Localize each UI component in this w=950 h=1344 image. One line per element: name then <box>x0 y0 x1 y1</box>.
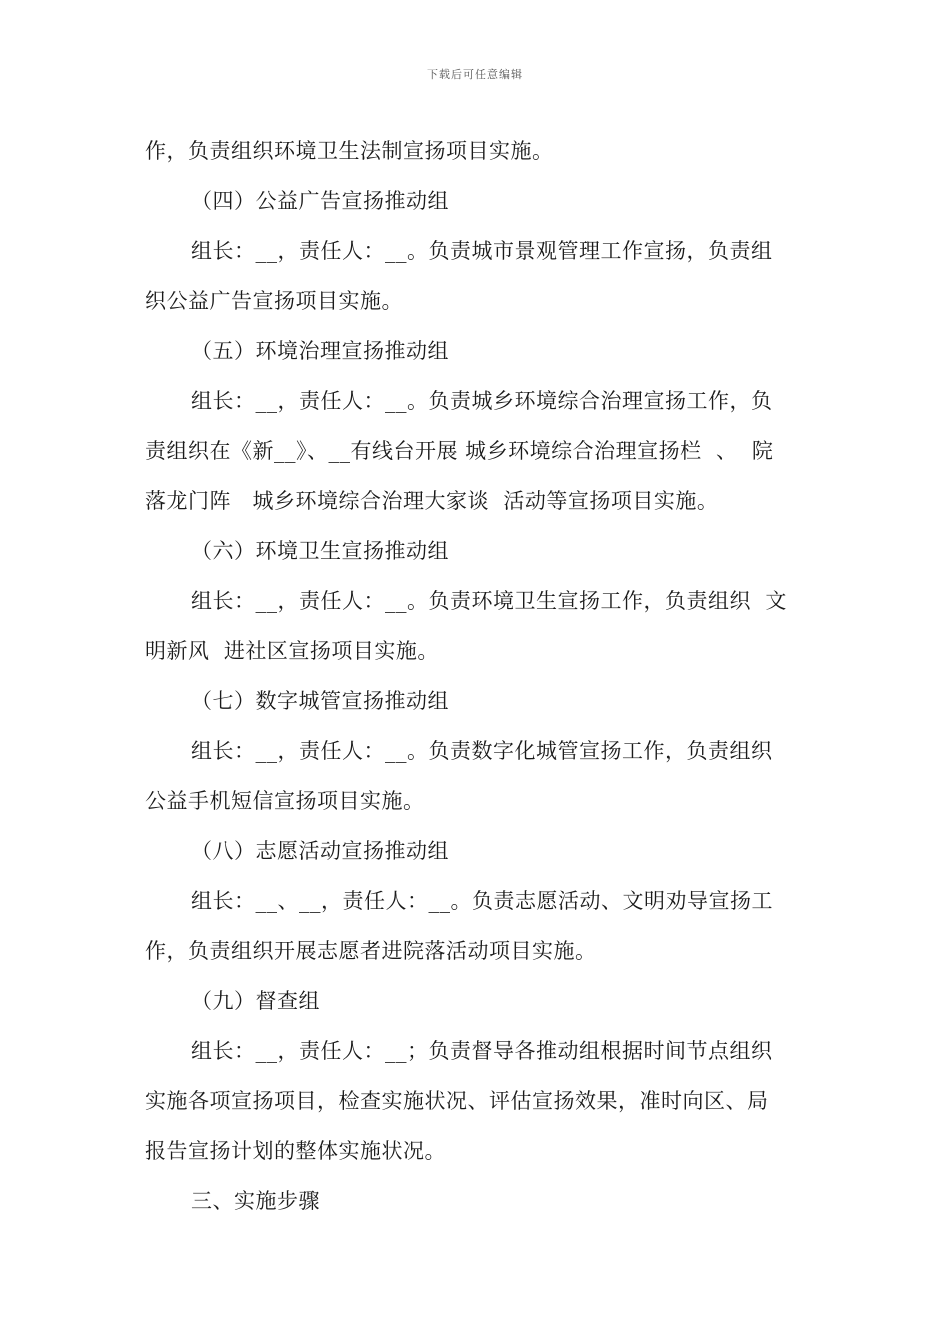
paragraph-line: 报告宣扬计划的整体实施状况。 <box>145 1139 446 1163</box>
section-heading: （七）数字城管宣扬推动组 <box>191 689 449 713</box>
paragraph-line: 组长：__、__，责任人：__。负责志愿活动、文明劝导宣扬工 <box>191 889 773 913</box>
section-heading: （四）公益广告宣扬推动组 <box>191 189 449 213</box>
paragraph-line: 组长：__，责任人：__。负责环境卫生宣扬工作，负责组织 文 <box>191 589 787 613</box>
page-header-note: 下载后可任意编辑 <box>427 68 523 81</box>
section-heading: （八）志愿活动宣扬推动组 <box>191 839 449 863</box>
paragraph-line: 组长：__，责任人：__。负责城市景观管理工作宣扬，负责组 <box>191 239 773 263</box>
chapter-heading: 三、实施步骤 <box>191 1189 320 1213</box>
paragraph-line: 组长：__，责任人：__；负责督导各推动组根据时间节点组织 <box>191 1039 773 1063</box>
paragraph-line: 作，负责组织环境卫生法制宣扬项目实施。 <box>145 139 554 163</box>
paragraph-line: 组长：__，责任人：__。负责数字化城管宣扬工作，负责组织 <box>191 739 773 763</box>
section-heading: （五）环境治理宣扬推动组 <box>191 339 449 363</box>
section-heading: （六）环境卫生宣扬推动组 <box>191 539 449 563</box>
paragraph-line: 组长：__，责任人：__。负责城乡环境综合治理宣扬工作，负 <box>191 389 773 413</box>
section-heading: （九）督查组 <box>191 989 320 1013</box>
paragraph-line: 织公益广告宣扬项目实施。 <box>145 289 403 313</box>
paragraph-line: 责组织在《新__》、__有线台开展 城乡环境综合治理宣扬栏 、 院 <box>145 439 774 463</box>
paragraph-line: 实施各项宣扬项目，检查实施状况、评估宣扬效果，准时向区、局 <box>145 1089 769 1113</box>
paragraph-line: 公益手机短信宣扬项目实施。 <box>145 789 425 813</box>
document-body <box>145 126 810 1226</box>
paragraph-line: 作，负责组织开展志愿者进院落活动项目实施。 <box>145 939 597 963</box>
paragraph-line: 落龙门阵 城乡环境综合治理大家谈 活动等宣扬项目实施。 <box>145 489 719 513</box>
paragraph-line: 明新风 进社区宣扬项目实施。 <box>145 639 439 663</box>
